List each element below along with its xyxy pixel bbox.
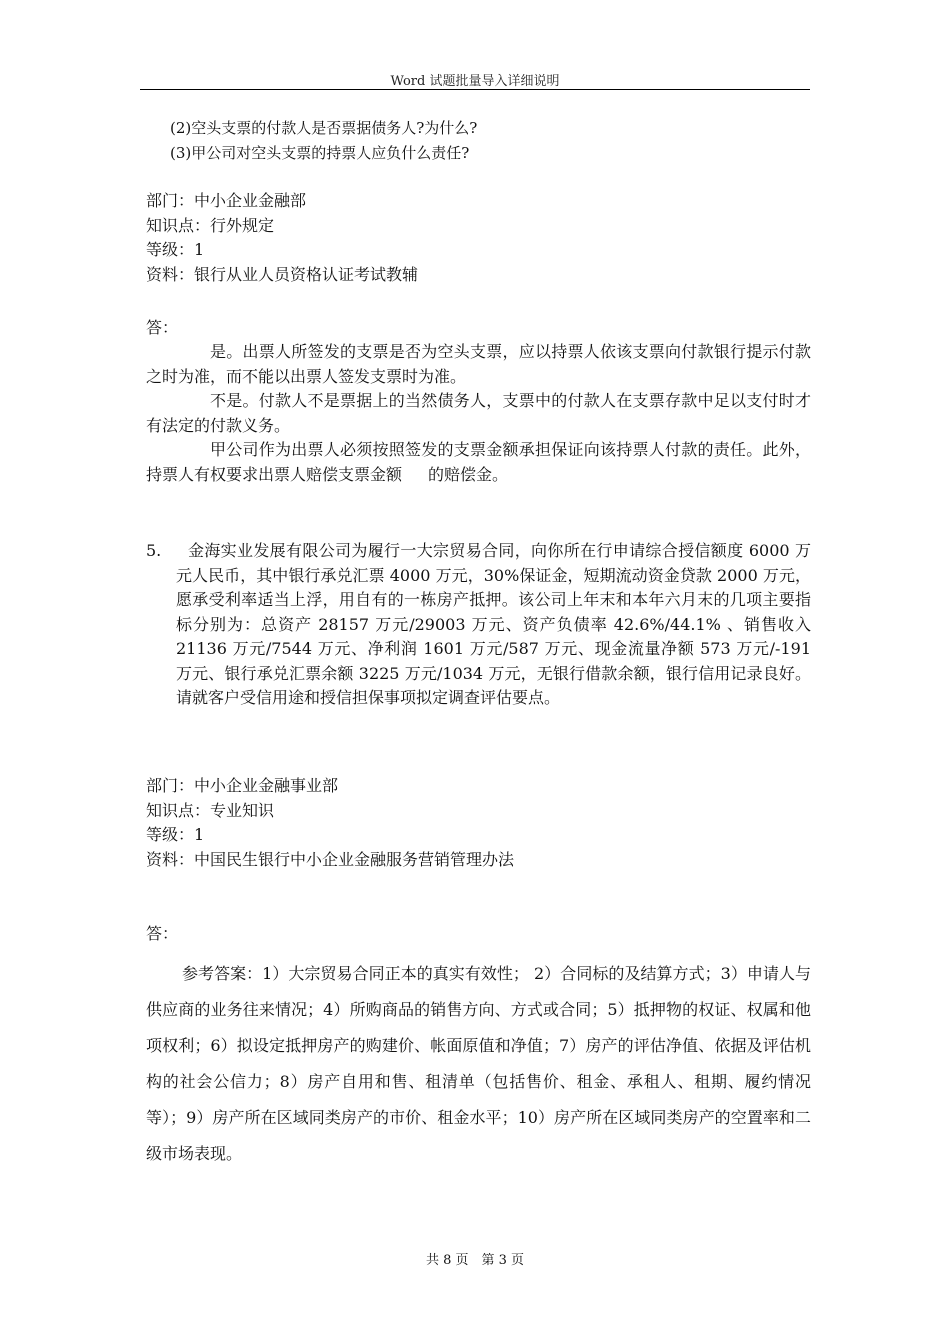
level-line: 等级：1 (146, 240, 205, 259)
source-line: 资料：银行从业人员资格认证考试教辅 (146, 264, 419, 284)
answer-tail: 的赔偿金。 (428, 464, 509, 484)
department-line: 部门：中小企业金融部 (146, 191, 307, 210)
q5-metadata (146, 774, 811, 872)
level-line: 等级：1 (146, 825, 205, 844)
subquestion-3: (3)甲公司对空头支票的持票人应负什么责任? (170, 144, 470, 162)
q4-answer-label: 答： (146, 318, 179, 337)
q4-subquestions (146, 116, 835, 166)
source-line: 资料：中国民生银行中小企业金融服务营销管理办法 (146, 849, 515, 869)
question-number: 5. (146, 541, 162, 560)
department-line: 部门：中小企业金融事业部 (146, 776, 339, 795)
answer-text: 甲公司作为出票人必须按照签发的支票金额承担保证向该持票人付款的责任。此外，持票人有权要求出票人赔偿支票金额 (146, 440, 811, 484)
answer-paragraph: 是。出票人所签发的支票是否为空头支票，应以持票人依该支票向付款银行提示付款之时为准，而不能以出票人签发支票时为准。 (146, 342, 811, 386)
answer-paragraph (146, 438, 811, 487)
knowledge-line: 知识点：行外规定 (146, 215, 275, 235)
answer-paragraph: 不是。付款人不是票据上的当然债务人，支票中的付款人在支票存款中足以支付时才有法定的付款义务。 (146, 391, 811, 435)
page-header: Word 试题批量导入详细说明 (390, 74, 560, 89)
question-5 (146, 539, 811, 711)
knowledge-line: 知识点：专业知识 (146, 800, 275, 820)
page-footer: 共 8 页 第 3 页 (425, 1253, 525, 1268)
question-text: 金海实业发展有限公司为履行一大宗贸易合同，向你所在行申请综合授信额度 6000 万元人民币，其中银行承兑汇票 4000 万元，30%保证金，短期流动资金贷款 2000 万元，愿承受利率适当上浮，用自有的一栋房产抵押。该公司上年末和本年六月末的几项主要指标分别为：总资产 28157 万元/29003 万元、资产负债率 42.6%/44.1% 、销售收入 21136 万元/7544 万元、净利润 1601 万元/587 万元、现金流量净额 573 万元/-191 万元、银行承兑汇票余额 3225 万元/1034 万元，无银行借款余额，银行信用记录良好。请就客户受信用途和授信担保事项拟定调查评估要点。 (176, 541, 811, 707)
q5-answer-text: 参考答案：1）大宗贸易合同正本的真实有效性； 2）合同标的及结算方式；3）申请人与供应商的业务往来情况；4）所购商品的销售方向、方式或合同；5）抵押物的权证、权属和他项权利；6）拟设定抵押房产的购建价、帐面原值和净值；7）房产的评估净值、依据及评估机构的社会公信力；8）房产自用和售、租清单（包括售价、租金、承租人、租期、履约情况等）；9）房产所在区域同类房产的市价、租金水平；10）房产所在区域同类房产的空置率和二级市场表现。 (146, 964, 811, 1163)
header-divider (140, 89, 810, 90)
q4-metadata (146, 189, 811, 287)
q4-answer (146, 340, 811, 487)
q5-answer-label: 答： (146, 924, 179, 943)
subquestion-2: (2)空头支票的付款人是否票据债务人?为什么? (170, 119, 478, 137)
